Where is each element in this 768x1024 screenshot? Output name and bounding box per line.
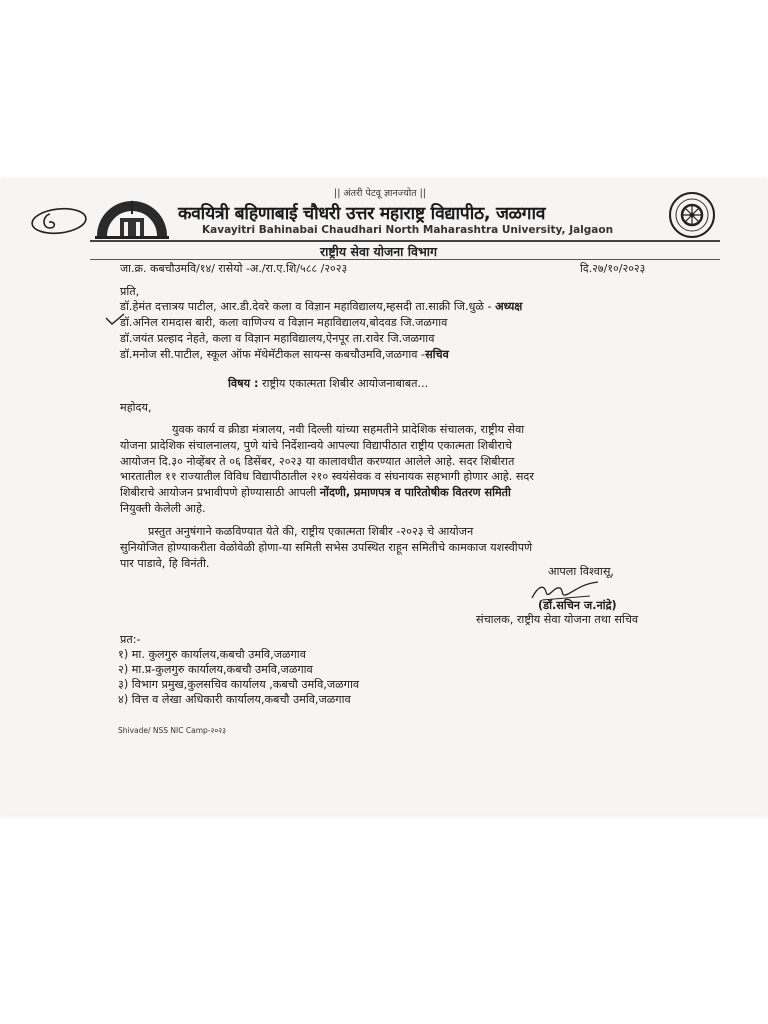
role-secretary: सचिव (425, 348, 449, 361)
handwritten-number-mark (28, 200, 90, 240)
paragraph-line: सुनियोजित होण्याकरीता वेळोवेळी होणा-या समिती सभेस उपस्थित राहून समितीचे कामकाज यशस्वीपणे (120, 541, 533, 554)
committee-name: नोंदणी, प्रमाणपत्र व पारितोषीक वितरण समिती (319, 486, 511, 499)
paragraph-line: पार पाडावे, हि विनंती. (120, 557, 210, 570)
paragraph-line: शिबीराचे आयोजन प्रभावीपणे होण्यासाठी आपली नोंदणी, प्रमाणपत्र व पारितोषीक वितरण समिती (120, 486, 511, 499)
subject-text: राष्ट्रीय एकात्मता शिबीर आयोजनाबाबत... (262, 377, 429, 390)
addressee-line: डॉ.मनोज सी.पाटील, स्कूल ऑफ मॅथेमॅटीकल सायन्स कबचौउमवि,जळगाव -सचिव (120, 348, 449, 361)
salutation: महोदय, (120, 401, 152, 414)
header-divider (90, 240, 720, 242)
subject-label: विषय : (228, 377, 259, 390)
addressee-line: डॉ.अनिल रामदास बारी, कला वाणिज्य व विज्ञान महाविद्यालय,बोदवड जि.जळगाव (120, 316, 448, 329)
paragraph-line: भारतातील ११ राज्यातील विविध विद्यापीठातील २१० स्वयंसेवक व संघनायक सहभागी होणार आहे. सदर (120, 470, 534, 483)
copy-item: २) मा.प्र-कुलगुरु कार्यालय,कबचौ उमवि,जळगाव (118, 663, 313, 676)
addressee-line: डॉ.हेमंत दत्तात्रय पाटील, आर.डी.देवरे कला व विज्ञान महाविद्यालय,म्हसदी ता.साक्री जि.धुळे - अध्यक्ष (120, 300, 523, 313)
university-motto: || अंतरी पेटवू ज्ञानज्योत || (334, 188, 427, 199)
department-divider (90, 259, 720, 260)
addressee-line: डॉ.जयंत प्रल्हाद नेहते, कला व विज्ञान महाविद्यालय,ऐनपूर ता.रावेर जि.जळगाव (120, 332, 435, 345)
signatory-name: (डॉ.सचिन ज.नांद्रे) (538, 599, 617, 612)
department-title: राष्ट्रीय सेवा योजना विभाग (320, 244, 438, 259)
footer-reference: Shivade/ NSS NIC Camp-२०२३ (118, 726, 227, 735)
paragraph-line: आयोजन दि.३० नोव्हेंबर ते ०६ डिसेंबर, २०२३ या कालावधीत करण्यात आलेले आहे. सदर शिबीरात (120, 455, 515, 468)
signatory-designation: संचालक, राष्ट्रीय सेवा योजना तथा सचिव (476, 613, 639, 626)
copy-item: ३) विभाग प्रमुख,कुलसचिव कार्यालय ,कबचौ उमवि,जळगाव (118, 678, 360, 691)
paragraph-line: प्रस्तुत अनुषंगाने कळविण्यात येते की, राष्ट्रीय एकात्मता शिबीर -२०२३ चे आयोजन (148, 525, 474, 538)
copies-label: प्रत:- (120, 633, 141, 646)
role-chair: अध्यक्ष (495, 300, 523, 313)
paragraph-line: युवक कार्य व क्रीडा मंत्रालय, नवी दिल्ली यांच्या सहमतीने प्रादेशिक संचालक, राष्ट्रीय सेवा (172, 423, 525, 436)
paragraph-line: नियुक्ती केलेली आहे. (120, 502, 206, 515)
university-name-english: Kavayitri Bahinabai Chaudhari North Maharashtra University, Jalgaon (202, 224, 614, 236)
nss-emblem (668, 191, 716, 239)
subject-line (228, 376, 428, 391)
addressee-to: प्रति, (120, 285, 140, 298)
closing-yours: आपला विश्वासू, (548, 565, 614, 578)
university-logo (93, 192, 171, 240)
reference-number: जा.क्र. कबचौउमवि/१४/ रासेयो -अ./रा.ए.शि/५८८ /२०२३ (120, 262, 348, 275)
letter-date: दि.२७/१०/२०२३ (580, 262, 646, 275)
copy-item: १) मा. कुलगुरु कार्यालय,कबचौ उमवि,जळगाव (118, 648, 306, 661)
university-name-marathi: कवयित्री बहिणाबाई चौधरी उत्तर महाराष्ट्र विद्यापीठ, जळगाव (178, 204, 546, 224)
paragraph-line: योजना प्रादेशिक संचालनालय, पुणे यांचे निर्देशान्वये आपल्या विद्यापीठात राष्ट्रीय एकात्मता शिबीराचे (120, 439, 513, 452)
copy-item: ४) वित्त व लेखा अधिकारी कार्यालय,कबचौ उमवि,जळगाव (118, 693, 351, 706)
